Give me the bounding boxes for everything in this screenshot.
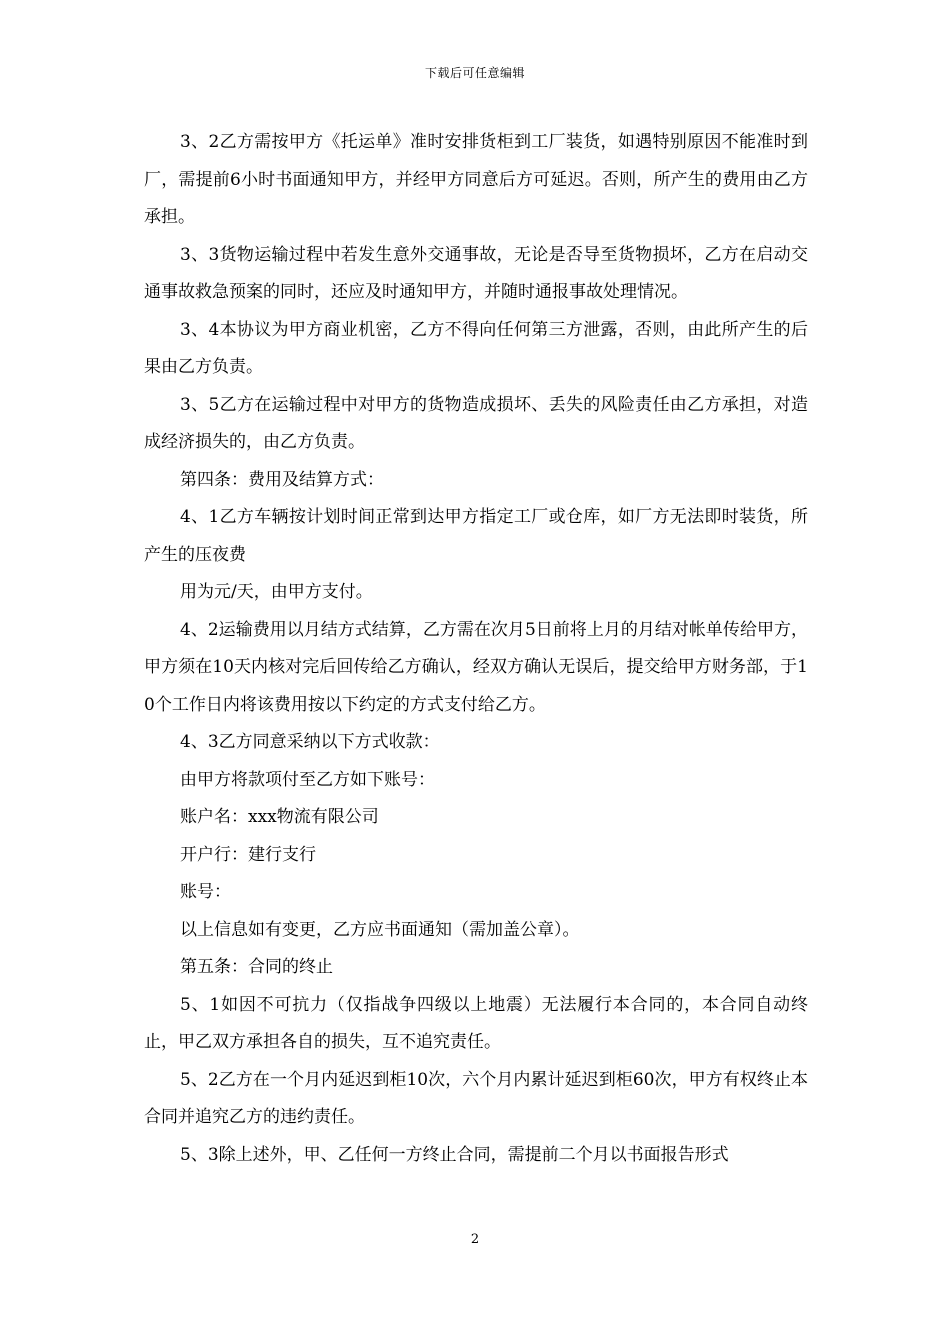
paragraph-4-1-continued: 用为元/天，由甲方支付。 bbox=[180, 582, 373, 602]
change-notice: 以上信息如有变更，乙方应书面通知（需加盖公章）。 bbox=[180, 919, 580, 940]
account-number: 账号： bbox=[180, 882, 231, 902]
account-bank: 开户行：建行支行 bbox=[180, 844, 316, 865]
paragraph-3-4: 3、4本协议为甲方商业机密，乙方不得向任何第三方泄露，否则，由此所产生的后果由乙方负责。 bbox=[144, 319, 808, 377]
paragraph-4-1: 4、1乙方车辆按计划时间正常到达甲方指定工厂或仓库，如厂方无法即时装货，所产生的压夜费 bbox=[144, 507, 808, 565]
account-name: 账户名：xxx物流有限公司 bbox=[180, 807, 379, 827]
page-number: 2 bbox=[470, 1232, 480, 1247]
section-heading-5: 第五条：合同的终止 bbox=[180, 957, 333, 977]
paragraph-4-2: 4、2运输费用以月结方式结算，乙方需在次月5日前将上月的月结对帐单传给甲方，甲方须在10天内核对完后回传给乙方确认，经双方确认无误后，提交给甲方财务部，于10个工作日内将该费用按以下约定的方式支付给乙方。 bbox=[144, 619, 808, 715]
paragraph-5-3: 5、3除上述外，甲、乙任何一方终止合同，需提前二个月以书面报告形式 bbox=[180, 1144, 729, 1165]
paragraph-4-3: 4、3乙方同意采纳以下方式收款： bbox=[180, 732, 440, 752]
section-heading-4: 第四条：费用及结算方式： bbox=[180, 469, 384, 490]
paragraph-3-2: 3、2乙方需按甲方《托运单》准时安排货柜到工厂装货，如遇特别原因不能准时到厂，需提前6小时书面通知甲方，并经甲方同意后方可延迟。否则，所产生的费用由乙方承担。 bbox=[144, 132, 808, 227]
paragraph-3-3: 3、3货物运输过程中若发生意外交通事故，无论是否导至货物损坏，乙方在启动交通事故救急预案的同时，还应及时通知甲方，并随时通报事故处理情况。 bbox=[144, 244, 808, 302]
payment-intro: 由甲方将款项付至乙方如下账号： bbox=[180, 769, 435, 790]
document-body bbox=[144, 124, 808, 1174]
paragraph-5-2: 5、2乙方在一个月内延迟到柜10次，六个月内累计延迟到柜60次，甲方有权终止本合同并追究乙方的违约责任。 bbox=[144, 1069, 808, 1127]
paragraph-5-1: 5、1如因不可抗力（仅指战争四级以上地震）无法履行本合同的，本合同自动终止，甲乙双方承担各自的损失，互不追究责任。 bbox=[144, 994, 808, 1052]
paragraph-3-5: 3、5乙方在运输过程中对甲方的货物造成损坏、丢失的风险责任由乙方承担，对造成经济损失的，由乙方负责。 bbox=[144, 394, 808, 452]
page-header: 下载后可任意编辑 bbox=[424, 66, 525, 80]
